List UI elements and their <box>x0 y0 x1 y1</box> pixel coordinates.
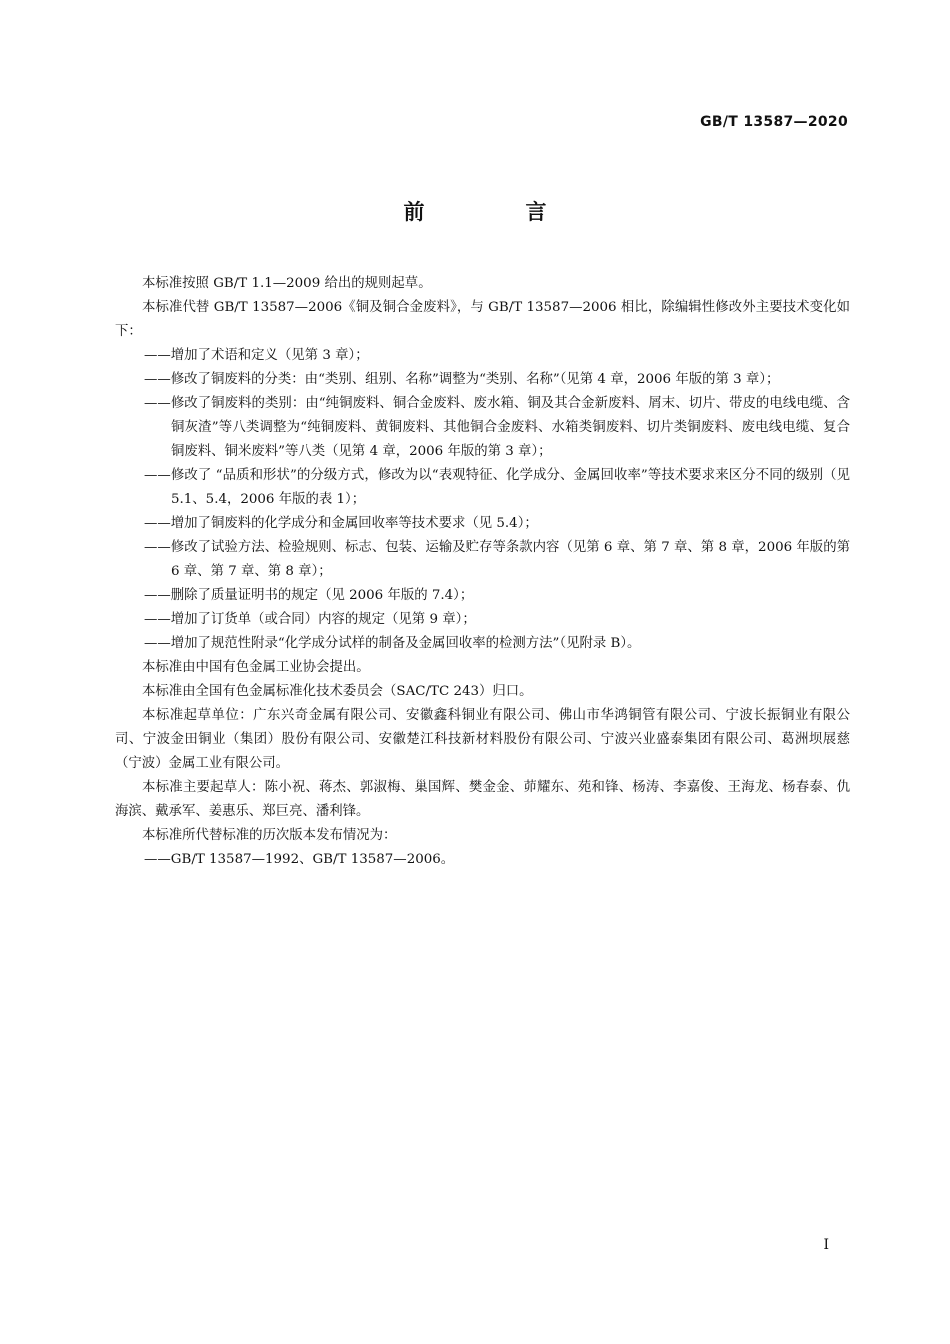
change-item: ——修改了铜废料的类别：由“纯铜废料、铜合金废料、废水箱、铜及其合金新废料、屑末、切片、带皮的电线电缆、含铜灰渣”等八类调整为“纯铜废料、黄铜废料、其他铜合金废料、水箱类铜废料、切片类铜废料、废电线电缆、复合铜废料、铜米废料”等八类（见第 4 章，2006 年版的第 3 章）； <box>144 396 850 459</box>
paragraph-drafting-rules: 本标准按照 GB/T 1.1—2009 给出的规则起草。 <box>142 276 432 291</box>
change-item: ——删除了质量证明书的规定（见 2006 年版的 7.4）； <box>144 588 474 603</box>
change-item: ——增加了术语和定义（见第 3 章）； <box>144 348 369 363</box>
change-item: ——增加了铜废料的化学成分和金属回收率等技术要求（见 5.4）； <box>144 516 538 531</box>
page-number: I <box>823 1237 829 1253</box>
change-item: ——增加了订货单（或合同）内容的规定（见第 9 章）； <box>144 612 476 627</box>
paragraph-replacement: 本标准代替 GB/T 13587—2006《铜及铜合金废料》，与 GB/T 13587—2006 相比，除编辑性修改外主要技术变化如下： <box>115 300 850 339</box>
paragraph-proposer: 本标准由中国有色金属工业协会提出。 <box>142 660 370 675</box>
paragraph-drafting-units: 本标准起草单位：广东兴奇金属有限公司、安徽鑫科铜业有限公司、佛山市华鸿铜管有限公司、宁波长振铜业有限公司、宁波金田铜业（集团）股份有限公司、安徽楚江科技新材料股份有限公司、宁波兴业盛泰集团有限公司、葛洲坝展慈（宁波）金属工业有限公司。 <box>115 708 850 771</box>
document-body <box>115 272 850 872</box>
change-item: ——修改了铜废料的分类：由“类别、组别、名称”调整为“类别、名称”（见第 4 章，2006 年版的第 3 章）； <box>144 372 780 387</box>
page-title: 前 言 <box>403 200 587 224</box>
change-item: ——修改了试验方法、检验规则、标志、包装、运输及贮存等条款内容（见第 6 章、第 7 章、第 8 章，2006 年版的第 6 章、第 7 章、第 8 章）； <box>144 540 850 579</box>
standard-code: GB/T 13587—2020 <box>700 114 848 130</box>
history-item: ——GB/T 13587—1992、GB/T 13587—2006。 <box>144 852 455 867</box>
change-item: ——修改了 “品质和形状”的分级方式，修改为以“表观特征、化学成分、金属回收率”等技术要求来区分不同的级别（见 5.1、5.4，2006 年版的表 1）； <box>144 468 850 507</box>
paragraph-committee: 本标准由全国有色金属标准化技术委员会（SAC/TC 243）归口。 <box>142 684 533 699</box>
paragraph-history-intro: 本标准所代替标准的历次版本发布情况为： <box>142 828 397 843</box>
paragraph-drafters: 本标准主要起草人：陈小祝、蒋杰、郭淑梅、巢国辉、樊金金、茆耀东、苑和锋、杨涛、李嘉俊、王海龙、杨春泰、仇海滨、戴承军、姜惠乐、郑巨亮、潘利锋。 <box>115 780 850 819</box>
change-item: ——增加了规范性附录“化学成分试样的制备及金属回收率的检测方法”（见附录 B）。 <box>144 636 641 651</box>
